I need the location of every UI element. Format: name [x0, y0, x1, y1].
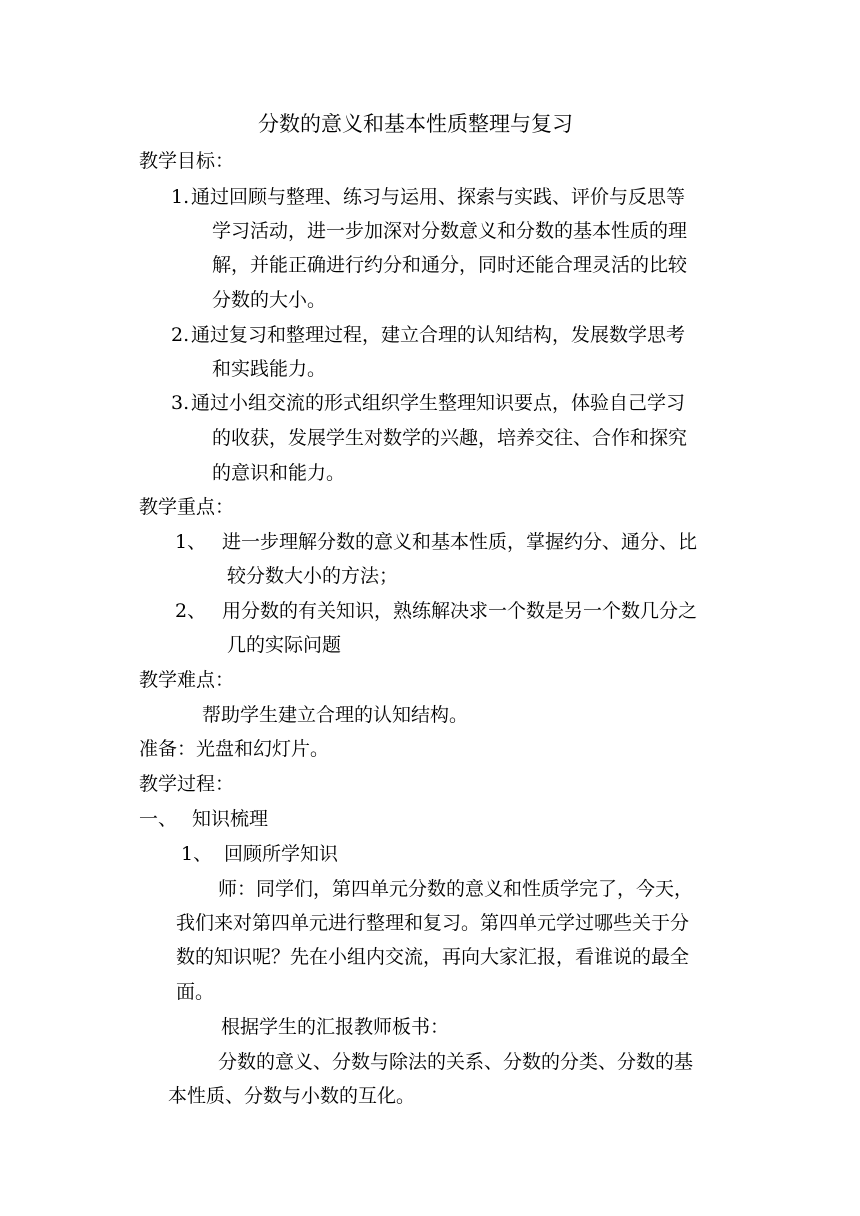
objective-1-line-1: 通过回顾与整理、练习与运用、探索与实践、评价与反思等 [191, 186, 686, 208]
subsection-1-number: 1、 [181, 843, 213, 865]
objective-1-number: 1. [171, 186, 190, 208]
key-point-2-number: 2、 [175, 600, 207, 622]
difficulty-heading: 教学难点： [139, 669, 235, 691]
objective-3-line-1: 通过小组交流的形式组织学生整理知识要点，体验自己学习 [191, 392, 686, 414]
objective-2-line-1: 通过复习和整理过程，建立合理的认知结构，发展数学思考 [191, 324, 686, 346]
objective-1-line-3: 解，并能正确进行约分和通分，同时还能合理灵活的比较 [212, 254, 688, 276]
key-point-2-line-2: 几的实际问题 [227, 634, 342, 656]
board-content-line-2: 本性质、分数与小数的互化。 [168, 1085, 416, 1107]
document-title: 分数的意义和基本性质整理与复习 [258, 112, 573, 136]
section-1-title: 知识梳理 [192, 808, 269, 830]
process-heading: 教学过程： [139, 773, 235, 795]
objective-3-number: 3. [171, 392, 190, 414]
key-points-heading: 教学重点： [139, 496, 235, 518]
board-intro: 根据学生的汇报教师板书： [221, 1016, 450, 1038]
preparation-text: 准备：光盘和幻灯片。 [139, 738, 330, 760]
objective-2-number: 2. [171, 324, 190, 346]
key-point-1-line-1: 进一步理解分数的意义和基本性质，掌握约分、通分、比 [222, 531, 698, 553]
objective-1-line-4: 分数的大小。 [212, 289, 327, 311]
paragraph-1-line-3: 数的知识呢？先在小组内交流，再向大家汇报，看谁说的最全 [176, 946, 690, 968]
paragraph-1-line-4: 面。 [176, 981, 215, 1003]
paragraph-1-line-2: 我们来对第四单元进行整理和复习。第四单元学过哪些关于分 [176, 912, 690, 934]
board-content-line-1: 分数的意义、分数与除法的关系、分数的分类、分数的基 [218, 1051, 694, 1073]
objective-3-line-3: 的意识和能力。 [212, 462, 346, 484]
objectives-heading: 教学目标： [139, 150, 235, 172]
key-point-1-number: 1、 [175, 531, 207, 553]
objective-3-line-2: 的收获，发展学生对数学的兴趣，培养交往、合作和探究 [212, 427, 688, 449]
subsection-1-title: 回顾所学知识 [224, 843, 339, 865]
objective-2-line-2: 和实践能力。 [212, 358, 327, 380]
difficulty-text: 帮助学生建立合理的认知结构。 [202, 704, 469, 726]
paragraph-1-line-1: 师：同学们，第四单元分数的意义和性质学完了，今天， [218, 878, 694, 900]
key-point-1-line-2: 较分数大小的方法； [227, 565, 399, 587]
objective-1-line-2: 学习活动，进一步加深对分数意义和分数的基本性质的理 [212, 220, 688, 242]
section-1-number: 一、 [139, 808, 178, 830]
key-point-2-line-1: 用分数的有关知识，熟练解决求一个数是另一个数几分之 [222, 600, 698, 622]
